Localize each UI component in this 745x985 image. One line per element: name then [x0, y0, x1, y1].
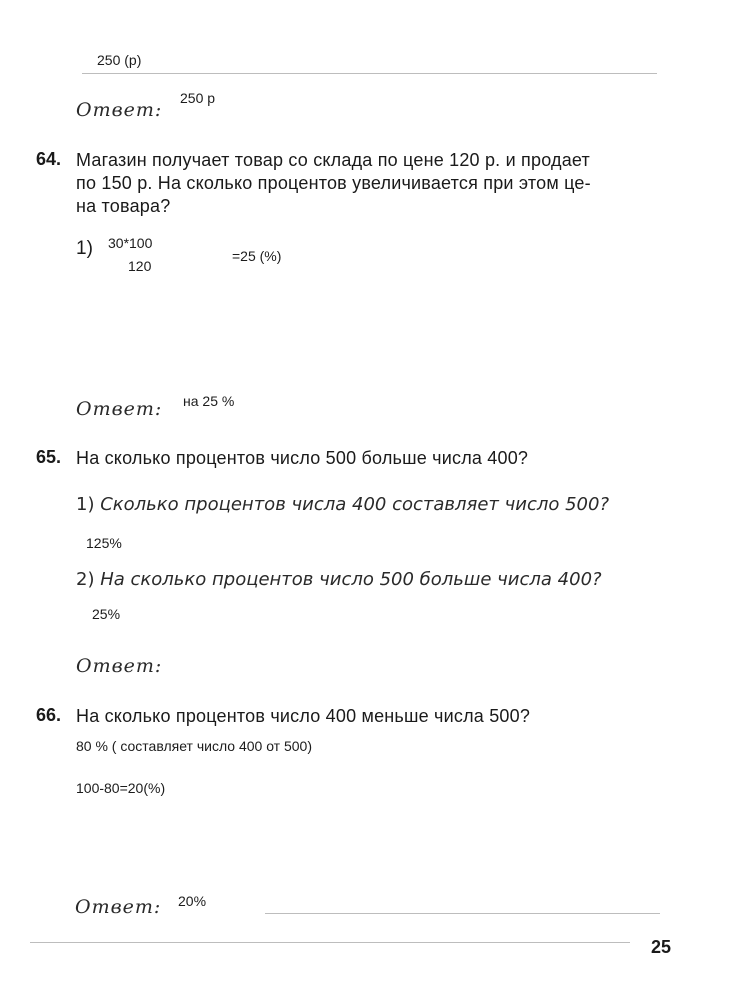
q65-text: На сколько процентов число 500 больше числа 400?: [76, 448, 529, 468]
scan-line-top: [82, 73, 657, 74]
q66-work-line-1: 80 % ( составляет число 400 от 500): [76, 738, 312, 754]
q64-denominator: 120: [128, 258, 152, 274]
q66-number: 66.: [36, 705, 62, 725]
q65-sub2-number: 2): [76, 569, 95, 590]
q65-answer-label: Ответ:: [76, 655, 163, 677]
q66-answer-label: Ответ:: [75, 896, 162, 918]
q64-result: =25 (%): [232, 248, 282, 264]
q65-sub1-text: Сколько процентов числа 400 составляет число 500?: [100, 494, 610, 515]
q65-sub1-answer: 125%: [86, 535, 122, 551]
q66-answer-value: 20%: [178, 893, 207, 909]
q64-answer-label: Ответ:: [76, 398, 163, 420]
q64-numerator: 30*100: [108, 235, 153, 251]
scan-line-bottom-2: [30, 942, 630, 943]
q66-text: На сколько процентов число 400 меньше числа 500?: [76, 706, 531, 726]
q65-sub1: [76, 494, 609, 515]
top-answer-value: 250 р: [180, 90, 216, 106]
scan-line-bottom-1: [265, 913, 660, 914]
q64-answer-value: на 25 %: [183, 393, 235, 409]
q64-text-line-3: на товара?: [76, 196, 171, 216]
q65-sub1-number: 1): [76, 494, 95, 515]
q64-text-line-2: по 150 р. На сколько процентов увеличивается при этом це-: [76, 173, 591, 193]
q65-number: 65.: [36, 447, 62, 467]
q66-work-line-2: 100-80=20(%): [76, 780, 166, 796]
q64-step-label: 1): [76, 238, 93, 259]
q65-sub2-answer: 25%: [92, 606, 121, 622]
q64-text-line-1: Магазин получает товар со склада по цене 120 р. и продает: [76, 150, 590, 170]
top-answer-label: Ответ:: [76, 99, 163, 121]
q64-number: 64.: [36, 149, 62, 169]
q65-sub2: [76, 569, 602, 590]
page-number: 25: [651, 937, 672, 957]
top-note: 250 (р): [97, 52, 142, 68]
q65-sub2-text: На сколько процентов число 500 больше числа 400?: [100, 569, 602, 590]
